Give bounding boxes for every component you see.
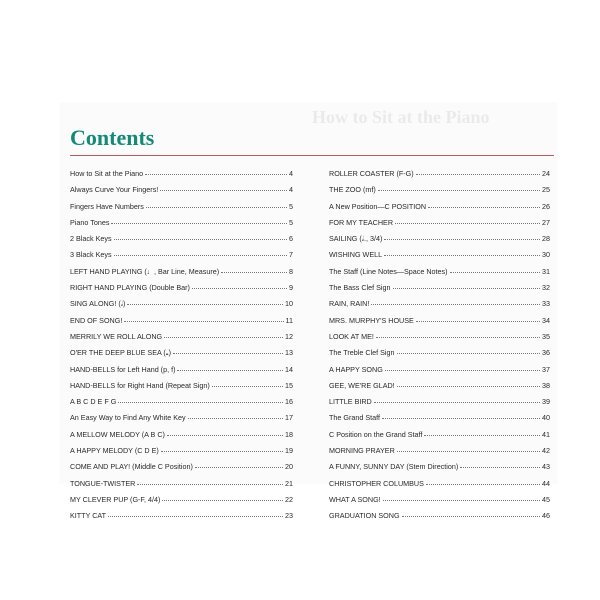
entry-page-number: 44	[542, 478, 550, 488]
contents-entry	[329, 332, 550, 348]
entry-page-number: 22	[285, 494, 293, 504]
dot-leader	[393, 288, 540, 289]
entry-title: SAILING (𝅗𝅥., 3/4)	[329, 234, 383, 244]
title-divider	[70, 155, 554, 156]
entry-title: MORNING PRAYER	[329, 446, 395, 456]
contents-entry	[329, 267, 550, 283]
dot-leader	[378, 190, 540, 191]
entry-page-number: 38	[542, 380, 550, 390]
entry-page-number: 28	[542, 234, 550, 244]
dot-leader	[428, 207, 540, 208]
entry-title: WISHING WELL	[329, 250, 383, 260]
contents-entry	[329, 462, 550, 478]
contents-entry	[70, 430, 293, 446]
dot-leader	[450, 272, 540, 273]
dot-leader	[108, 516, 283, 517]
dot-leader	[416, 174, 540, 175]
entry-page-number: 43	[542, 462, 550, 472]
contents-entry	[70, 381, 293, 397]
contents-entry	[70, 299, 293, 315]
entry-title: LEFT HAND PLAYING (♩, Bar Line, Measure)	[70, 266, 220, 276]
contents-entry	[70, 234, 293, 250]
entry-title: COME AND PLAY! (Middle C Position)	[70, 462, 193, 472]
entry-page-number: 35	[542, 331, 550, 341]
entry-title: O'ER THE DEEP BLUE SEA (𝅝)	[70, 348, 172, 358]
dot-leader	[188, 418, 283, 419]
entry-title: FOR MY TEACHER	[329, 217, 394, 227]
entry-page-number: 27	[542, 217, 550, 227]
dot-leader	[402, 516, 540, 517]
entry-title: ROLLER COASTER (F-G)	[329, 169, 414, 178]
entry-title: A MELLOW MELODY (A B C)	[70, 429, 165, 439]
entry-title: A FUNNY, SUNNY DAY (Stem Direction)	[329, 462, 459, 472]
entry-title: How to Sit at the Piano	[70, 169, 144, 178]
entry-page-number: 4	[289, 185, 293, 195]
dot-leader	[221, 272, 287, 273]
show-through-heading: How to Sit at the Piano	[312, 107, 490, 127]
entry-page-number: 5	[289, 201, 293, 211]
dot-leader	[127, 304, 283, 305]
contents-entry	[329, 511, 550, 527]
entry-title: A HAPPY MELODY (C D E)	[70, 446, 159, 456]
contents-entry	[329, 185, 550, 201]
entry-title: GRADUATION SONG	[329, 511, 400, 521]
contents-column-right	[329, 169, 550, 528]
contents-entry	[329, 250, 550, 266]
entry-title: SING ALONG! (𝅗𝅥)	[70, 299, 126, 309]
contents-entry	[70, 495, 293, 511]
dot-leader	[167, 435, 283, 436]
contents-entry	[70, 413, 293, 429]
contents-entry	[70, 365, 293, 381]
dot-leader	[384, 239, 540, 240]
entry-title: Fingers Have Numbers	[70, 201, 144, 211]
contents-entry	[70, 185, 293, 201]
entry-page-number: 32	[542, 283, 550, 293]
dot-leader	[384, 255, 540, 256]
entry-page-number: 37	[542, 364, 550, 374]
entry-page-number: 23	[285, 511, 293, 521]
dot-leader	[145, 174, 287, 175]
entry-page-number: 13	[285, 348, 293, 358]
entry-page-number: 17	[285, 413, 293, 423]
entry-title: A New Position—C POSITION	[329, 201, 427, 211]
dot-leader	[164, 337, 283, 338]
dot-leader	[424, 435, 540, 436]
contents-entry	[329, 316, 550, 332]
entry-title: WHAT A SONG!	[329, 494, 381, 504]
dot-leader	[376, 337, 540, 338]
entry-title: KITTY CAT	[70, 511, 107, 521]
dot-leader	[383, 500, 540, 501]
contents-entry	[329, 413, 550, 429]
contents-entry	[329, 495, 550, 511]
entry-title: RIGHT HAND PLAYING (Double Bar)	[70, 283, 190, 293]
dot-leader	[137, 484, 283, 485]
entry-page-number: 16	[285, 397, 293, 407]
entry-title: HAND-BELLS for Left Hand (p, f)	[70, 364, 176, 374]
contents-entry	[329, 479, 550, 495]
entry-title: RAIN, RAIN!	[329, 299, 370, 309]
entry-page-number: 31	[542, 266, 550, 276]
contents-entry	[70, 202, 293, 218]
contents-entry	[70, 348, 293, 364]
entry-title: MERRILY WE ROLL ALONG	[70, 331, 163, 341]
contents-entry	[329, 299, 550, 315]
entry-page-number: 39	[542, 397, 550, 407]
dot-leader	[397, 353, 540, 354]
contents-entry	[70, 479, 293, 495]
contents-entry	[329, 234, 550, 250]
entry-page-number: 18	[285, 429, 293, 439]
entry-title: LITTLE BIRD	[329, 397, 372, 407]
entry-page-number: 45	[542, 494, 550, 504]
entry-page-number: 30	[542, 250, 550, 260]
entry-title: Always Curve Your Fingers!	[70, 185, 159, 195]
entry-title: The Staff (Line Notes—Space Notes)	[329, 266, 448, 276]
entry-page-number: 21	[285, 478, 293, 488]
entry-title: 2 Black Keys	[70, 234, 112, 244]
dot-leader	[385, 370, 540, 371]
dot-leader	[146, 207, 287, 208]
entry-page-number: 6	[289, 234, 293, 244]
entry-title: An Easy Way to Find Any White Key	[70, 413, 186, 423]
entry-page-number: 20	[285, 462, 293, 472]
contents-entry	[70, 446, 293, 462]
dot-leader	[395, 223, 540, 224]
dot-leader	[397, 386, 540, 387]
entry-title: The Bass Clef Sign	[329, 283, 391, 293]
dot-leader	[192, 288, 287, 289]
entry-page-number: 14	[285, 364, 293, 374]
entry-title: GEE, WE'RE GLAD!	[329, 380, 395, 390]
entry-title: CHRISTOPHER COLUMBUS	[329, 478, 424, 488]
dot-leader	[118, 402, 283, 403]
contents-entry	[70, 169, 293, 185]
entry-title: C Position on the Grand Staff	[329, 429, 423, 439]
dot-leader	[160, 190, 287, 191]
entry-title: Piano Tones	[70, 217, 110, 227]
entry-page-number: 42	[542, 446, 550, 456]
entry-page-number: 11	[285, 315, 293, 325]
dot-leader	[114, 239, 287, 240]
entry-title: A B C D E F G	[70, 397, 117, 407]
contents-entry	[70, 332, 293, 348]
contents-entry	[70, 218, 293, 234]
contents-entry	[329, 430, 550, 446]
dot-leader	[177, 370, 283, 371]
contents-entry	[70, 397, 293, 413]
contents-entry	[70, 250, 293, 266]
entry-page-number: 9	[289, 283, 293, 293]
dot-leader	[111, 223, 287, 224]
entry-title: 3 Black Keys	[70, 250, 112, 260]
dot-leader	[212, 386, 283, 387]
entry-page-number: 26	[542, 201, 550, 211]
entry-page-number: 12	[285, 331, 293, 341]
dot-leader	[161, 451, 283, 452]
contents-entry	[329, 381, 550, 397]
contents-entry	[329, 202, 550, 218]
dot-leader	[460, 467, 540, 468]
entry-page-number: 19	[285, 446, 293, 456]
contents-entry	[329, 348, 550, 364]
entry-page-number: 10	[285, 299, 293, 309]
entry-page-number: 4	[289, 169, 293, 178]
dot-leader	[371, 304, 540, 305]
contents-entry	[70, 283, 293, 299]
contents-entry	[329, 365, 550, 381]
entry-page-number: 46	[542, 511, 550, 521]
contents-entry	[70, 267, 293, 283]
dot-leader	[195, 467, 283, 468]
entry-page-number: 25	[542, 185, 550, 195]
contents-entry	[329, 283, 550, 299]
dot-leader	[124, 321, 283, 322]
contents-entry	[329, 446, 550, 462]
entry-page-number: 33	[542, 299, 550, 309]
contents-column-left	[70, 169, 293, 528]
dot-leader	[173, 353, 283, 354]
contents-entry	[329, 218, 550, 234]
entry-title: A HAPPY SONG	[329, 364, 383, 374]
entry-page-number: 36	[542, 348, 550, 358]
entry-page-number: 40	[542, 413, 550, 423]
entry-title: The Grand Staff	[329, 413, 381, 423]
book-page	[60, 103, 557, 521]
entry-page-number: 41	[542, 429, 550, 439]
dot-leader	[162, 500, 283, 501]
entry-title: TONGUE-TWISTER	[70, 478, 136, 488]
contents-entry	[329, 397, 550, 413]
contents-entry	[70, 316, 293, 332]
contents-entry	[70, 511, 293, 527]
entry-page-number: 7	[289, 250, 293, 260]
entry-title: THE ZOO (mf)	[329, 185, 376, 195]
dot-leader	[416, 321, 540, 322]
entry-page-number: 8	[289, 266, 293, 276]
dot-leader	[397, 451, 540, 452]
dot-leader	[114, 255, 287, 256]
dot-leader	[374, 402, 540, 403]
dot-leader	[382, 418, 540, 419]
entry-title: LOOK AT ME!	[329, 331, 374, 341]
entry-title: MRS. MURPHY'S HOUSE	[329, 315, 414, 325]
entry-title: MY CLEVER PUP (G-F, 4/4)	[70, 494, 161, 504]
entry-title: The Treble Clef Sign	[329, 348, 395, 358]
entry-page-number: 34	[542, 315, 550, 325]
contents-entry	[329, 169, 550, 185]
entry-page-number: 24	[542, 169, 550, 178]
entry-page-number: 5	[289, 217, 293, 227]
entry-page-number: 15	[285, 380, 293, 390]
entry-title: END OF SONG!	[70, 315, 123, 325]
page-title: Contents	[70, 125, 155, 150]
dot-leader	[426, 484, 540, 485]
contents-entry	[70, 462, 293, 478]
entry-title: HAND-BELLS for Right Hand (Repeat Sign)	[70, 380, 210, 390]
